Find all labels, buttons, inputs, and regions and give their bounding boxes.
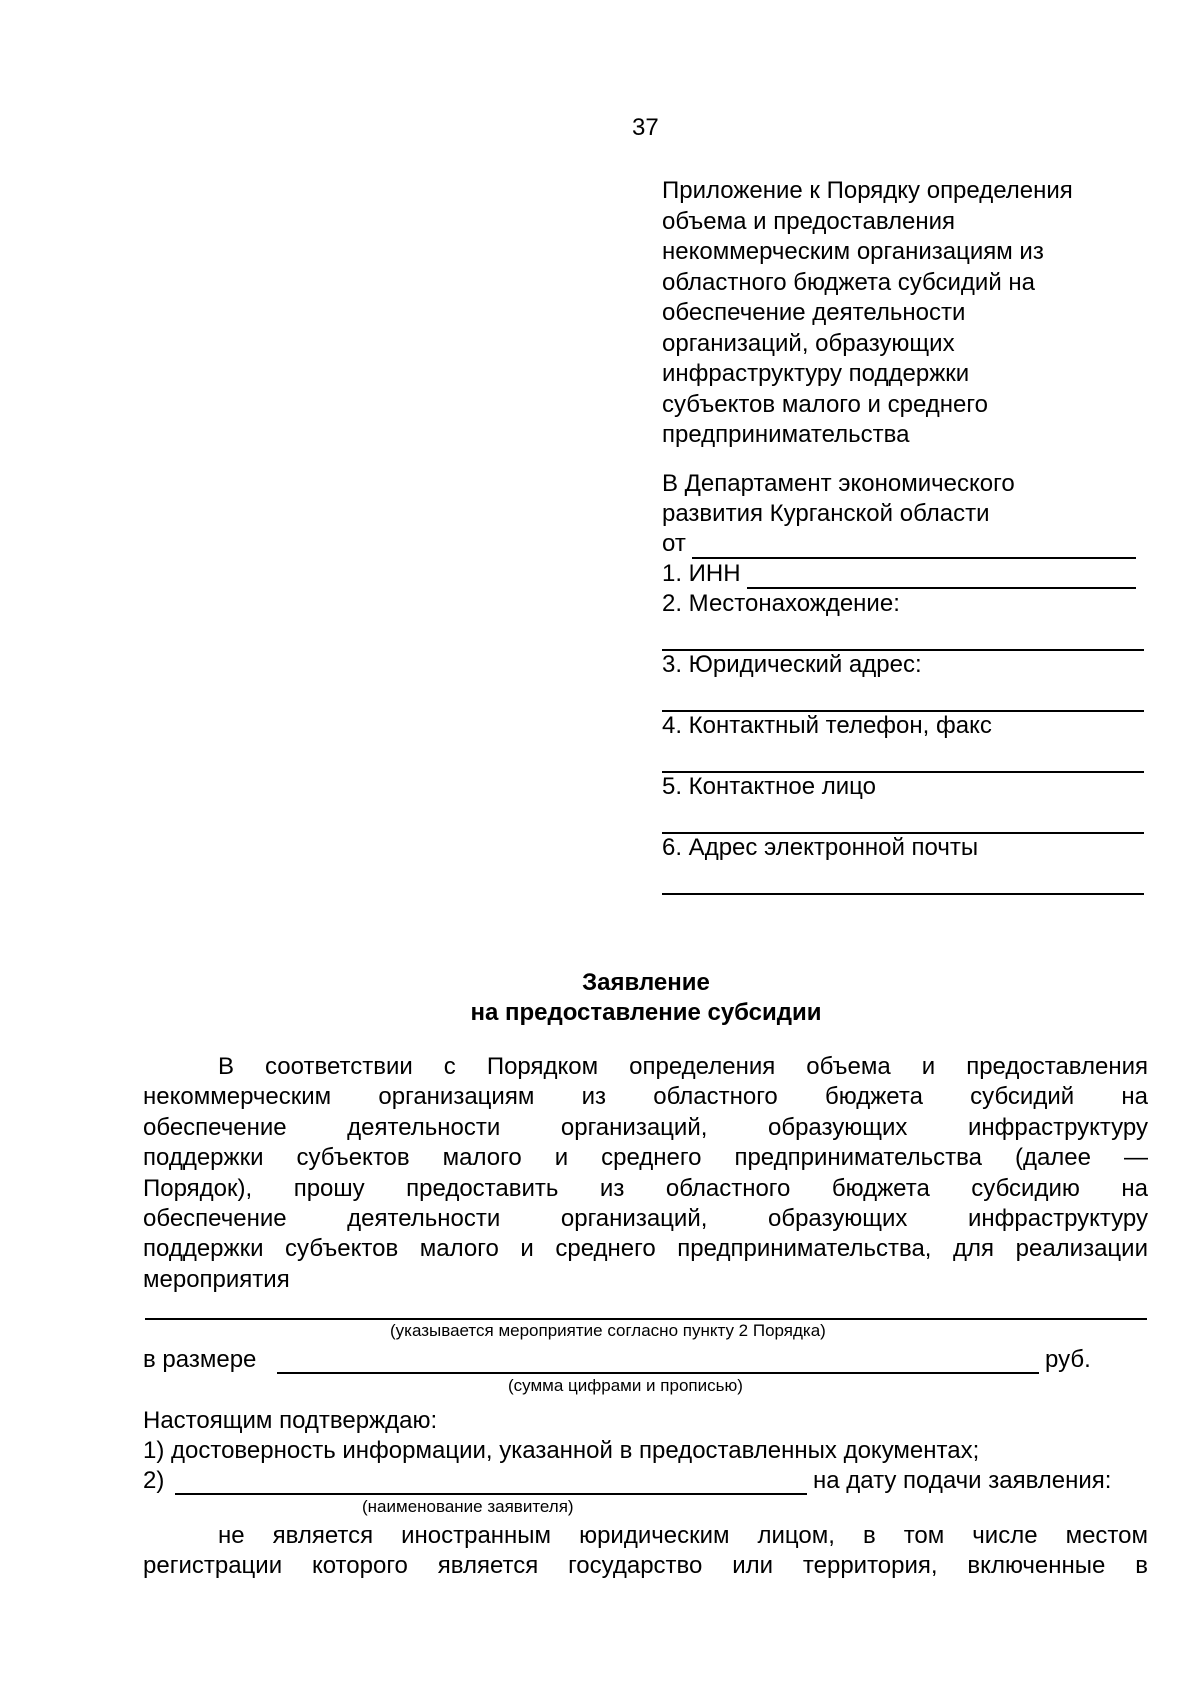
document-title: Заявление xyxy=(582,969,710,996)
from-label: от xyxy=(662,530,686,557)
inn-field[interactable] xyxy=(662,559,1136,589)
main-paragraph xyxy=(143,1052,1148,1295)
confirm-heading: Настоящим подтверждаю: xyxy=(143,1407,438,1434)
from-underline[interactable] xyxy=(692,535,1136,559)
addressee-line: развития Курганской области xyxy=(662,500,990,527)
event-caption: (указывается мероприятие согласно пункту 2 Порядка) xyxy=(390,1321,826,1340)
inn-label: 1. ИНН xyxy=(662,560,741,587)
from-field[interactable] xyxy=(662,529,1136,559)
location-label: 2. Местонахождение: xyxy=(662,590,900,617)
appendix-line: субъектов малого и среднего xyxy=(662,390,988,418)
legal-address-label: 3. Юридический адрес: xyxy=(662,651,922,678)
appendix-line: предпринимательства xyxy=(662,421,910,448)
paragraph-line: Порядок), прошу предоставить из областного бюджета субсидию на xyxy=(143,1174,1148,1202)
phone-fax-label: 4. Контактный телефон, факс xyxy=(662,712,992,739)
appendix-line: инфраструктуру поддержки xyxy=(662,360,970,387)
amount-underline[interactable] xyxy=(277,1372,1039,1374)
document-subtitle: на предоставление субсидии xyxy=(470,999,822,1026)
applicant-caption: (наименование заявителя) xyxy=(362,1497,574,1516)
addressee-line: В Департамент экономического xyxy=(662,470,1015,497)
confirm-item-1: 1) достоверность информации, указанной в предоставленных документах; xyxy=(143,1437,980,1464)
email-label: 6. Адрес электронной почты xyxy=(662,834,979,861)
paragraph-line: обеспечение деятельности организаций, образующих инфраструктуру xyxy=(143,1113,1148,1141)
addressee-block xyxy=(662,469,1152,529)
appendix-line: некоммерческим организациям из xyxy=(662,238,1044,265)
paragraph-line: поддержки субъектов малого и среднего предпринимательства, для реализации xyxy=(143,1235,1148,1263)
appendix-line: организаций, образующих xyxy=(662,329,955,357)
appendix-note xyxy=(662,176,1162,451)
inn-underline[interactable] xyxy=(747,565,1136,589)
amount-label: в размере xyxy=(143,1346,257,1373)
appendix-line: обеспечение деятельности xyxy=(662,299,966,326)
appendix-line: Приложение к Порядку определения xyxy=(662,177,1073,204)
page-number: 37 xyxy=(632,114,659,141)
confirm-item-2-number: 2) xyxy=(143,1467,165,1494)
paragraph-line: поддержки субъектов малого и среднего предпринимательства (далее — xyxy=(143,1144,1148,1172)
applicant-underline[interactable] xyxy=(175,1493,807,1495)
appendix-line: объема и предоставления xyxy=(662,207,956,235)
paragraph-line: В соответствии с Порядком определения объема и предоставления xyxy=(218,1053,1148,1080)
paragraph-line: обеспечение деятельности организаций, образующих инфраструктуру xyxy=(143,1204,1148,1232)
confirm-item-2-suffix: на дату подачи заявления: xyxy=(813,1467,1112,1494)
paragraph-line: мероприятия xyxy=(143,1265,290,1293)
amount-caption: (сумма цифрами и прописью) xyxy=(508,1376,743,1395)
second-paragraph xyxy=(143,1521,1148,1582)
paragraph-line: некоммерческим организациям из областного бюджета субсидий на xyxy=(143,1083,1148,1111)
event-underline[interactable] xyxy=(145,1318,1147,1320)
contact-person-label: 5. Контактное лицо xyxy=(662,773,876,800)
paragraph-line: регистрации которого является государство или территория, включенные в xyxy=(143,1552,1148,1580)
paragraph-line: не является иностранным юридическим лицом, в том числе местом xyxy=(218,1522,1148,1549)
amount-unit: руб. xyxy=(1045,1346,1091,1373)
email-underline[interactable] xyxy=(662,893,1144,895)
appendix-line: областного бюджета субсидий на xyxy=(662,268,1036,296)
